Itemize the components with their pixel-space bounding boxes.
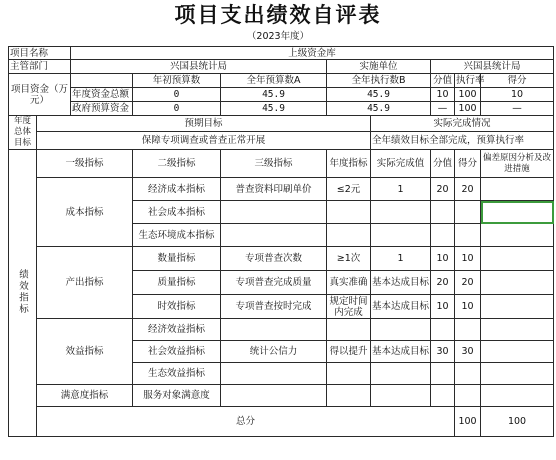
level1-cost: 成本指标 bbox=[37, 178, 133, 247]
weight-value[interactable]: 10 bbox=[431, 247, 455, 271]
reason-cell[interactable] bbox=[481, 363, 554, 385]
perf-header-level3: 三级指标 bbox=[221, 150, 327, 178]
target-value[interactable]: 规定时间内完成 bbox=[327, 295, 371, 319]
fund-initial[interactable]: 0 bbox=[133, 88, 221, 102]
target-value[interactable]: 真实准确 bbox=[327, 271, 371, 295]
funds-header-blank bbox=[71, 74, 133, 88]
funds-header-rate: 执行率 bbox=[456, 75, 485, 86]
level1-satisfaction: 满意度指标 bbox=[37, 385, 133, 407]
actual-result[interactable]: 全年绩效目标全部完成，预算执行率 bbox=[371, 132, 554, 150]
perf-header-score: 得分 bbox=[455, 150, 481, 178]
score-value[interactable] bbox=[455, 224, 481, 247]
actual-value[interactable]: 基本达成目标 bbox=[371, 271, 431, 295]
level3-item: 专项普查按时完成 bbox=[221, 295, 327, 319]
level1-output: 产出指标 bbox=[37, 247, 133, 319]
weight-value[interactable]: 30 bbox=[431, 341, 455, 363]
weight-value[interactable]: 10 bbox=[431, 295, 455, 319]
score-value[interactable]: 10 bbox=[455, 295, 481, 319]
score-value[interactable] bbox=[455, 201, 481, 224]
target-value[interactable] bbox=[327, 363, 371, 385]
goals-label: 年度总体目标 bbox=[9, 116, 37, 150]
reason-cell[interactable] bbox=[481, 224, 554, 247]
level3-item bbox=[221, 224, 327, 247]
funds-header-annual: 全年预算数A bbox=[221, 74, 327, 88]
level2-item: 经济效益指标 bbox=[133, 319, 221, 341]
fund-score[interactable]: 10 bbox=[481, 88, 554, 102]
actual-value[interactable] bbox=[371, 363, 431, 385]
fund-executed[interactable]: 45.9 bbox=[327, 88, 431, 102]
project-name[interactable]: 上级资金库 bbox=[71, 47, 554, 60]
level3-item: 专项普查完成质量 bbox=[221, 271, 327, 295]
score-value[interactable] bbox=[455, 319, 481, 341]
funds-header-executed: 全年执行数B bbox=[327, 74, 431, 88]
score-value[interactable] bbox=[455, 363, 481, 385]
level3-item bbox=[221, 201, 327, 224]
level2-item: 生态环境成本指标 bbox=[133, 224, 221, 247]
funds-label: 项目资金（万元） bbox=[9, 74, 71, 116]
perf-header-level1: 一级指标 bbox=[37, 150, 133, 178]
fund-initial[interactable]: 0 bbox=[133, 102, 221, 116]
target-value[interactable] bbox=[327, 319, 371, 341]
actual-value[interactable] bbox=[371, 201, 431, 224]
target-value[interactable] bbox=[327, 224, 371, 247]
fund-score[interactable]: — bbox=[481, 102, 554, 116]
score-value[interactable]: 30 bbox=[455, 341, 481, 363]
fund-row-name: 政府预算资金 bbox=[71, 102, 133, 116]
perf-header-target: 年度指标 bbox=[327, 150, 371, 178]
score-value[interactable]: 20 bbox=[455, 178, 481, 201]
actual-value[interactable]: 1 bbox=[371, 178, 431, 201]
weight-value[interactable] bbox=[431, 224, 455, 247]
expected-goal[interactable]: 保障专项调查或普查正常开展 bbox=[37, 132, 371, 150]
actual-value[interactable]: 基本达成目标 bbox=[371, 341, 431, 363]
reason-cell-selected[interactable] bbox=[481, 201, 554, 224]
weight-value[interactable] bbox=[431, 201, 455, 224]
level2-item: 服务对象满意度 bbox=[133, 385, 221, 407]
level2-item: 时效指标 bbox=[133, 295, 221, 319]
level2-item: 生态效益指标 bbox=[133, 363, 221, 385]
funds-header-score: 得分 bbox=[481, 74, 554, 88]
target-value[interactable] bbox=[327, 385, 371, 407]
fund-weight[interactable]: 10 bbox=[431, 88, 455, 102]
level2-item: 经济成本指标 bbox=[133, 178, 221, 201]
target-value[interactable]: ≥1次 bbox=[327, 247, 371, 271]
weight-value[interactable] bbox=[431, 363, 455, 385]
total-score[interactable]: 100 bbox=[481, 407, 554, 437]
weight-value[interactable] bbox=[431, 385, 455, 407]
project-name-label: 项目名称 bbox=[9, 47, 71, 60]
fund-annual[interactable]: 45.9 bbox=[221, 102, 327, 116]
funds-header-weight: 分值 bbox=[431, 74, 455, 88]
reason-cell[interactable] bbox=[481, 341, 554, 363]
weight-value[interactable] bbox=[431, 319, 455, 341]
fund-executed[interactable]: 45.9 bbox=[327, 102, 431, 116]
level3-item bbox=[221, 319, 327, 341]
target-value[interactable]: ≤2元 bbox=[327, 178, 371, 201]
level3-item bbox=[221, 363, 327, 385]
evaluation-table bbox=[8, 46, 554, 437]
actual-value[interactable]: 1 bbox=[371, 247, 431, 271]
fund-weight[interactable]: — bbox=[431, 102, 455, 116]
fund-rate[interactable]: 100 bbox=[455, 88, 481, 102]
report-year: （2023年度） bbox=[246, 31, 310, 42]
dept-value[interactable]: 兴国县统计局 bbox=[71, 60, 327, 74]
impl-label: 实施单位 bbox=[327, 60, 431, 74]
funds-header-initial: 年初预算数 bbox=[133, 74, 221, 88]
impl-value[interactable]: 兴国县统计局 bbox=[431, 60, 554, 74]
reason-cell[interactable] bbox=[481, 271, 554, 295]
reason-cell[interactable] bbox=[481, 319, 554, 341]
page-title: 项目支出绩效自评表 bbox=[174, 2, 382, 27]
weight-value[interactable]: 20 bbox=[431, 178, 455, 201]
level2-item: 质量指标 bbox=[133, 271, 221, 295]
total-weight[interactable]: 100 bbox=[455, 407, 481, 437]
total-label: 总分 bbox=[37, 407, 455, 437]
reason-cell[interactable] bbox=[481, 295, 554, 319]
actual-result-label: 实际完成情况 bbox=[371, 116, 554, 132]
score-value[interactable]: 20 bbox=[455, 271, 481, 295]
reason-cell[interactable] bbox=[481, 247, 554, 271]
actual-value[interactable]: 基本达成目标 bbox=[371, 295, 431, 319]
perf-label-cell bbox=[9, 150, 37, 437]
level2-item: 社会效益指标 bbox=[133, 341, 221, 363]
level2-item: 数量指标 bbox=[133, 247, 221, 271]
level3-item: 统计公信力 bbox=[221, 341, 327, 363]
level3-item: 普查资料印刷单价 bbox=[221, 178, 327, 201]
level3-item bbox=[221, 385, 327, 407]
actual-value[interactable] bbox=[371, 319, 431, 341]
perf-label: 绩效指标 bbox=[17, 268, 28, 315]
level2-item: 社会成本指标 bbox=[133, 201, 221, 224]
level3-item: 专项普查次数 bbox=[221, 247, 327, 271]
reason-cell[interactable] bbox=[481, 178, 554, 201]
weight-value[interactable]: 20 bbox=[431, 271, 455, 295]
perf-header-actual: 实际完成值 bbox=[371, 150, 431, 178]
expected-goal-label: 预期目标 bbox=[37, 116, 371, 132]
fund-rate[interactable]: 100 bbox=[455, 102, 481, 116]
fund-row-name: 年度资金总额 bbox=[71, 88, 133, 102]
actual-value[interactable] bbox=[371, 385, 431, 407]
perf-header-weight: 分值 bbox=[431, 150, 455, 178]
perf-header-level2: 二级指标 bbox=[133, 150, 221, 178]
dept-label: 主管部门 bbox=[9, 60, 71, 74]
fund-annual[interactable]: 45.9 bbox=[221, 88, 327, 102]
actual-value[interactable] bbox=[371, 224, 431, 247]
score-value[interactable]: 10 bbox=[455, 247, 481, 271]
score-value[interactable] bbox=[455, 385, 481, 407]
level1-benefit: 效益指标 bbox=[37, 319, 133, 385]
target-value[interactable]: 得以提升 bbox=[327, 341, 371, 363]
reason-cell[interactable] bbox=[481, 385, 554, 407]
perf-header-reason: 偏差原因分析及改进措施 bbox=[481, 150, 554, 178]
target-value[interactable] bbox=[327, 201, 371, 224]
